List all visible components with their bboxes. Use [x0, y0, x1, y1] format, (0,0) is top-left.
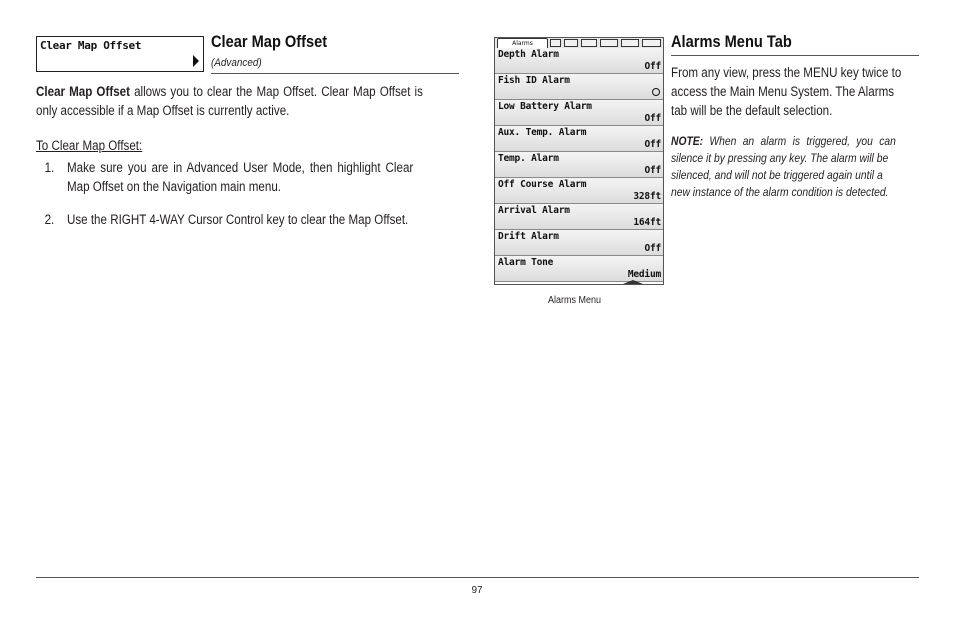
menu-row-off-course-alarm: Off Course Alarm 328ft [495, 178, 663, 204]
right-arrow-icon [193, 55, 199, 67]
sonar-tab-icon [550, 39, 561, 47]
tab-alarms: Alarms [497, 38, 548, 48]
step-number: 1. [44, 160, 55, 175]
map-tab-icon [621, 39, 639, 47]
chart-tab-icon [600, 39, 618, 47]
title-rule [671, 55, 919, 56]
body-line: From any view, press the MENU key twice to [671, 65, 902, 80]
note-label: NOTE: [671, 134, 704, 148]
menu-row-depth-alarm: Depth Alarm Off [495, 48, 663, 74]
step-number: 2. [44, 212, 55, 227]
intro-paragraph [36, 82, 457, 120]
menu-row-alarm-tone: Alarm Tone Medium [495, 256, 663, 282]
step-2 [36, 210, 457, 230]
accessories-tab-icon [642, 39, 661, 47]
scroll-up-arrow-icon [623, 280, 643, 284]
step-1-line2: Map Offset on the Navigation main menu. [66, 179, 282, 194]
section-subtitle-advanced: (Advanced) [211, 57, 262, 69]
intro-bold: Clear Map Offset [36, 84, 130, 99]
alarms-menu-screenshot [494, 37, 664, 285]
body-line: access the Main Menu System. The Alarms [671, 84, 895, 99]
step-2-line1: Use the RIGHT 4-WAY Cursor Control key to clear the Map Offset. [66, 212, 409, 227]
note-paragraph: NOTE: When an alarm is triggered, you can silence it by pressing any key. The alarm will be silenced, and will not be triggered again until a new instance of the alarm condition is detected. [671, 133, 903, 201]
menu-row-arrival-alarm: Arrival Alarm 164ft [495, 204, 663, 230]
body-line: tab will be the default selection. [671, 103, 833, 118]
note-line: new instance of the alarm condition is detected. [671, 185, 889, 199]
circle-icon [652, 88, 660, 96]
intro-line2: only accessible if a Map Offset is currently active. [36, 103, 290, 118]
page-number: 97 [471, 585, 483, 596]
figure-caption: Alarms Menu [548, 295, 602, 306]
menu-row-drift-alarm: Drift Alarm Off [495, 230, 663, 256]
alarms-body-paragraph [671, 63, 919, 120]
section-title-clear-map-offset: Clear Map Offset [211, 32, 328, 51]
intro-rest: allows you to clear the Map Offset. Clear Map Offset is [129, 84, 423, 99]
navigation-tab-icon [581, 39, 597, 47]
note-line: silenced, and will not be triggered again until a [671, 168, 883, 182]
step-1-line1: Make sure you are in Advanced User Mode, then highlight Clear [66, 160, 414, 175]
step-1 [36, 158, 457, 198]
menu-row-aux-temp-alarm: Aux. Temp. Alarm Off [495, 126, 663, 152]
widget-label: Clear Map Offset [40, 39, 142, 52]
clear-map-offset-menu-widget [36, 36, 204, 72]
menu-row-low-battery-alarm: Low Battery Alarm Off [495, 100, 663, 126]
menu-row-temp-alarm: Temp. Alarm Off [495, 152, 663, 178]
menu-row-fish-id-alarm: Fish ID Alarm [495, 74, 663, 100]
procedure-heading: To Clear Map Offset: [36, 138, 143, 153]
note-line: silence it by pressing any key. The alarm will be [671, 151, 889, 165]
setup-tab-icon [564, 39, 578, 47]
footer-rule [36, 577, 919, 578]
section-title-alarms-menu-tab: Alarms Menu Tab [671, 32, 792, 51]
title-rule [211, 73, 459, 74]
